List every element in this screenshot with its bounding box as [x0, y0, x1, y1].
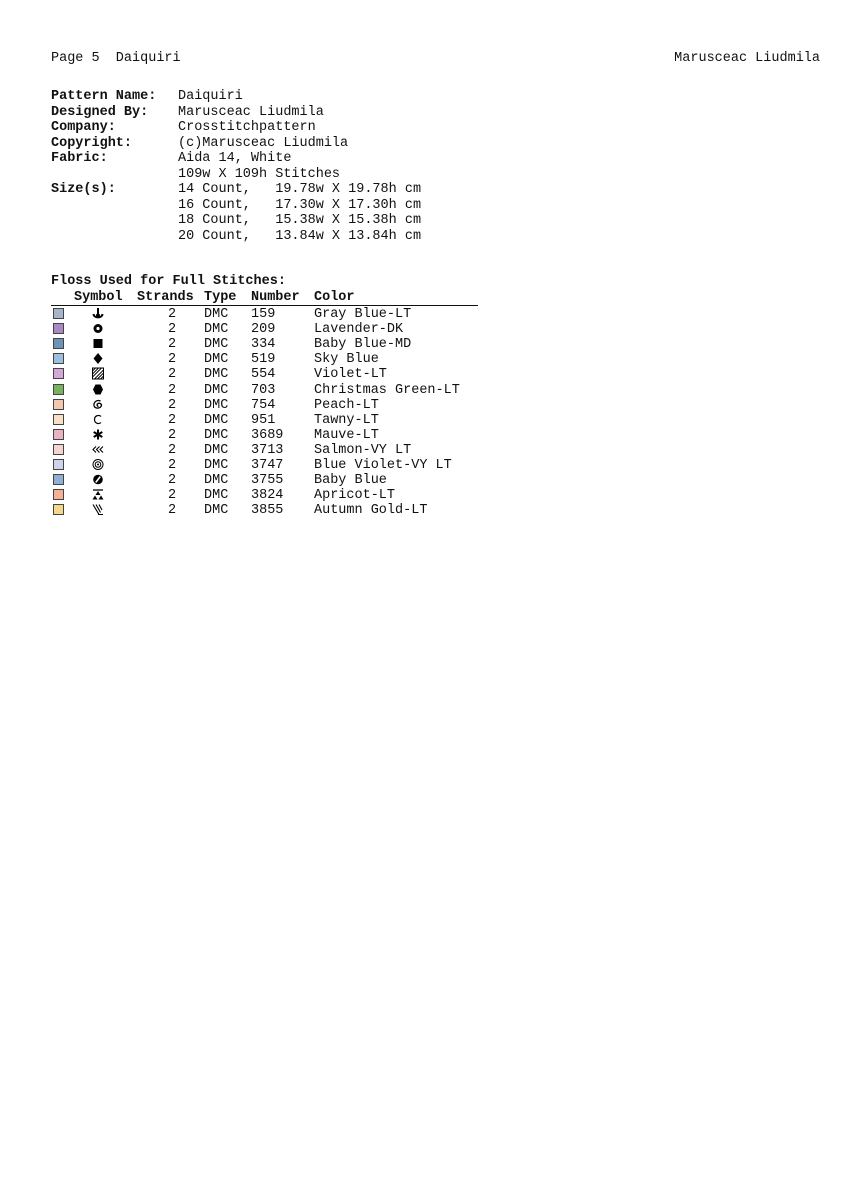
type-cell: DMC — [204, 427, 229, 443]
number-cell: 209 — [251, 322, 276, 338]
col-header-color: Color — [314, 290, 355, 305]
info-value: Marusceac Liudmila — [178, 104, 324, 120]
color-name-cell: Apricot-LT — [314, 488, 396, 504]
color-swatch — [53, 384, 64, 395]
color-name-cell: Blue Violet-VY LT — [314, 458, 452, 473]
info-label: Size(s): — [51, 182, 116, 197]
type-cell: DMC — [204, 412, 229, 428]
filled-diamond-icon — [91, 352, 107, 365]
strands-cell: 2 — [168, 412, 177, 428]
number-cell: 3713 — [251, 442, 284, 458]
color-name-cell: Lavender-DK — [314, 322, 404, 338]
color-name-cell: Baby Blue — [314, 473, 387, 489]
double-circle-icon — [91, 458, 107, 471]
strands-cell: 2 — [168, 322, 177, 338]
color-name-cell: Mauve-LT — [314, 427, 379, 443]
type-cell: DMC — [204, 473, 229, 489]
type-cell: DMC — [204, 307, 229, 322]
info-label: Copyright: — [51, 135, 133, 151]
floss-row — [0, 398, 500, 413]
number-cell: 3855 — [251, 503, 284, 519]
filled-hexagon-icon — [91, 383, 107, 396]
strands-cell: 2 — [168, 427, 177, 443]
floss-row — [0, 503, 500, 518]
type-cell: DMC — [204, 488, 229, 504]
type-cell: DMC — [204, 442, 229, 458]
floss-row — [0, 352, 500, 367]
color-name-cell: Baby Blue-MD — [314, 337, 412, 353]
type-cell: DMC — [204, 337, 229, 353]
color-name-cell: Gray Blue-LT — [314, 307, 412, 322]
number-cell: 159 — [251, 307, 276, 322]
color-swatch — [53, 474, 64, 485]
type-cell: DMC — [204, 503, 229, 519]
color-swatch — [53, 368, 64, 379]
table-header-rule — [51, 305, 478, 306]
color-swatch — [53, 489, 64, 500]
number-cell: 754 — [251, 397, 276, 413]
letter-c-icon — [91, 413, 107, 426]
strands-cell: 2 — [168, 382, 177, 398]
type-cell: DMC — [204, 397, 229, 413]
slant-lines-icon — [91, 503, 107, 516]
number-cell: 3689 — [251, 427, 284, 443]
col-header-number: Number — [251, 290, 300, 305]
color-swatch — [53, 338, 64, 349]
col-header-type: Type — [204, 290, 237, 305]
triple-chevron-icon — [91, 443, 107, 456]
info-label: Fabric: — [51, 151, 108, 166]
strands-cell: 2 — [168, 352, 177, 368]
ring-dot-icon — [91, 322, 107, 335]
number-cell: 951 — [251, 412, 276, 428]
color-swatch — [53, 353, 64, 364]
floss-row — [0, 367, 500, 382]
floss-row — [0, 428, 500, 443]
info-label: Pattern Name: — [51, 89, 157, 104]
floss-row — [0, 322, 500, 337]
type-cell: DMC — [204, 367, 229, 383]
floss-row — [0, 473, 500, 488]
floss-row — [0, 307, 500, 322]
info-value: Crosstitchpattern — [178, 120, 316, 135]
color-swatch — [53, 444, 64, 455]
color-swatch — [53, 308, 64, 319]
type-cell: DMC — [204, 382, 229, 398]
page-header-left: Page 5 Daiquiri — [51, 51, 181, 66]
info-value: Daiquiri — [178, 89, 243, 104]
strands-cell: 2 — [168, 307, 177, 322]
info-value: 16 Count, 17.30w X 17.30h cm — [178, 197, 422, 213]
strands-cell: 2 — [168, 367, 177, 383]
type-cell: DMC — [204, 322, 229, 338]
number-cell: 3755 — [251, 473, 284, 489]
color-name-cell: Violet-LT — [314, 367, 387, 383]
floss-row — [0, 413, 500, 428]
floss-row — [0, 337, 500, 352]
color-name-cell: Christmas Green-LT — [314, 382, 460, 398]
swirl-icon — [91, 398, 107, 411]
type-cell: DMC — [204, 352, 229, 368]
strands-cell: 2 — [168, 397, 177, 413]
number-cell: 519 — [251, 352, 276, 368]
floss-row — [0, 488, 500, 503]
number-cell: 3824 — [251, 488, 284, 504]
color-swatch — [53, 459, 64, 470]
info-value: 20 Count, 13.84w X 13.84h cm — [178, 228, 422, 244]
color-name-cell: Autumn Gold-LT — [314, 503, 428, 519]
asterisk-icon — [91, 428, 107, 441]
floss-row — [0, 458, 500, 473]
col-header-symbol: Symbol — [74, 290, 123, 305]
number-cell: 334 — [251, 337, 276, 353]
floss-section-title: Floss Used for Full Stitches: — [51, 274, 286, 289]
floss-row — [0, 443, 500, 458]
floss-row — [0, 383, 500, 398]
color-name-cell: Salmon-VY LT — [314, 442, 412, 458]
strands-cell: 2 — [168, 503, 177, 519]
page-header-right: Marusceac Liudmila — [674, 51, 820, 66]
color-name-cell: Peach-LT — [314, 397, 379, 413]
color-swatch — [53, 323, 64, 334]
strands-cell: 2 — [168, 488, 177, 504]
number-cell: 703 — [251, 382, 276, 398]
info-label: Company: — [51, 120, 116, 135]
col-header-strands: Strands — [137, 290, 194, 305]
color-name-cell: Tawny-LT — [314, 412, 379, 428]
slashed-circle-icon — [91, 473, 107, 486]
color-swatch — [53, 399, 64, 410]
strands-cell: 2 — [168, 337, 177, 353]
color-name-cell: Sky Blue — [314, 352, 379, 368]
number-cell: 3747 — [251, 458, 284, 473]
number-cell: 554 — [251, 367, 276, 383]
color-swatch — [53, 504, 64, 515]
strands-cell: 2 — [168, 458, 177, 473]
anchor-icon — [91, 307, 107, 320]
info-value: 14 Count, 19.78w X 19.78h cm — [178, 182, 422, 197]
color-swatch — [53, 414, 64, 425]
strands-cell: 2 — [168, 442, 177, 458]
info-value: Aida 14, White — [178, 151, 292, 166]
hatched-square-icon — [91, 367, 107, 380]
filled-square-icon — [91, 337, 107, 350]
color-swatch — [53, 429, 64, 440]
tri-cluster-icon — [91, 488, 107, 501]
strands-cell: 2 — [168, 473, 177, 489]
info-label: Designed By: — [51, 104, 149, 120]
type-cell: DMC — [204, 458, 229, 473]
info-value: 18 Count, 15.38w X 15.38h cm — [178, 213, 422, 228]
info-value: (c)Marusceac Liudmila — [178, 135, 349, 151]
info-value: 109w X 109h Stitches — [178, 166, 341, 182]
